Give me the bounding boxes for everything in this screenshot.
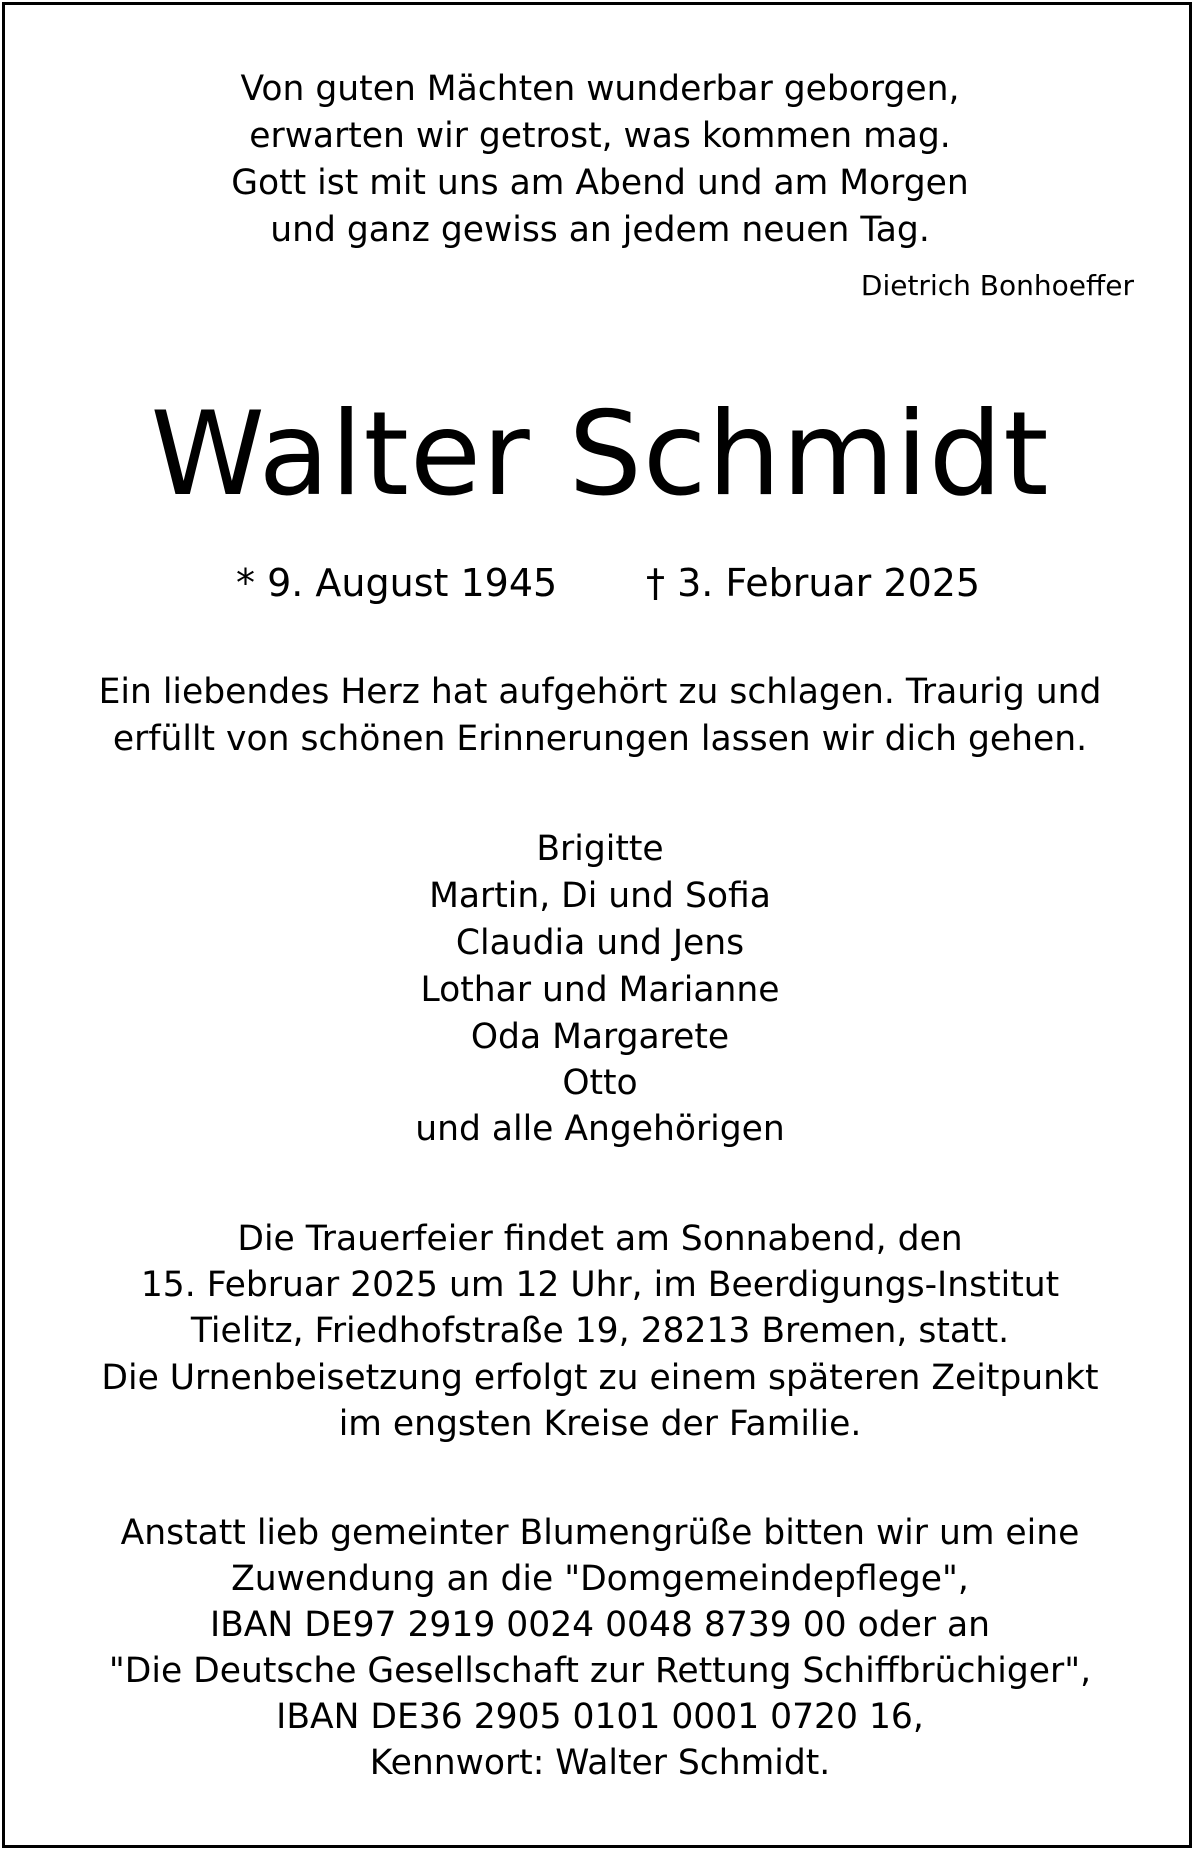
ceremony-line-1: Die Trauerfeier findet am Sonnabend, den [237,1219,963,1259]
mourner-7: und alle Angehörigen [415,1109,785,1149]
ceremony-line-5: im engsten Kreise der Familie. [338,1404,862,1444]
donation-line-6: Kennwort: Walter Schmidt. [369,1743,831,1783]
ceremony-line-3: Tielitz, Friedhofstraße 19, 28213 Bremen, statt. [190,1311,1010,1351]
mourner-5: Oda Margarete [470,1017,730,1057]
deceased-name: Walter Schmidt [150,388,1050,522]
donation-line-2: Zuwendung an die "Domgemeindepflege", [231,1559,969,1599]
birth-date: * 9. August 1945 [236,561,558,605]
mourner-6: Otto [562,1063,638,1103]
death-date: † 3. Februar 2025 [646,561,981,605]
donation-line-4: "Die Deutsche Gesellschaft zur Rettung Schiffbrüchiger", [108,1651,1092,1691]
donation-line-1: Anstatt lieb gemeinter Blumengrüße bitten wir um eine [120,1513,1080,1553]
mourner-3: Claudia und Jens [455,923,745,963]
ceremony-line-2: 15. Februar 2025 um 12 Uhr, im Beerdigungs-Institut [140,1265,1060,1305]
message-line-1: Ein liebendes Herz hat aufgehört zu schlagen. Traurig und [98,672,1102,712]
mourner-4: Lothar und Marianne [420,970,780,1010]
poem-line-1: Von guten Mächten wunderbar geborgen, [240,69,960,109]
poem-line-2: erwarten wir getrost, was kommen mag. [249,116,951,156]
donation-line-5: IBAN DE36 2905 0101 0001 0720 16, [276,1697,924,1737]
poem-line-4: und ganz gewiss an jedem neuen Tag. [270,210,930,250]
mourner-1: Brigitte [536,829,664,869]
donation-line-3: IBAN DE97 2919 0024 0048 8739 00 oder an [209,1605,991,1645]
ceremony-line-4: Die Urnenbeisetzung erfolgt zu einem späteren Zeitpunkt [101,1358,1099,1398]
message-line-2: erfüllt von schönen Erinnerungen lassen wir dich gehen. [112,719,1088,759]
poem-line-3: Gott ist mit uns am Abend und am Morgen [231,163,969,203]
mourner-2: Martin, Di und Sofia [429,876,771,916]
poem-author: Dietrich Bonhoeffer [860,269,1134,302]
